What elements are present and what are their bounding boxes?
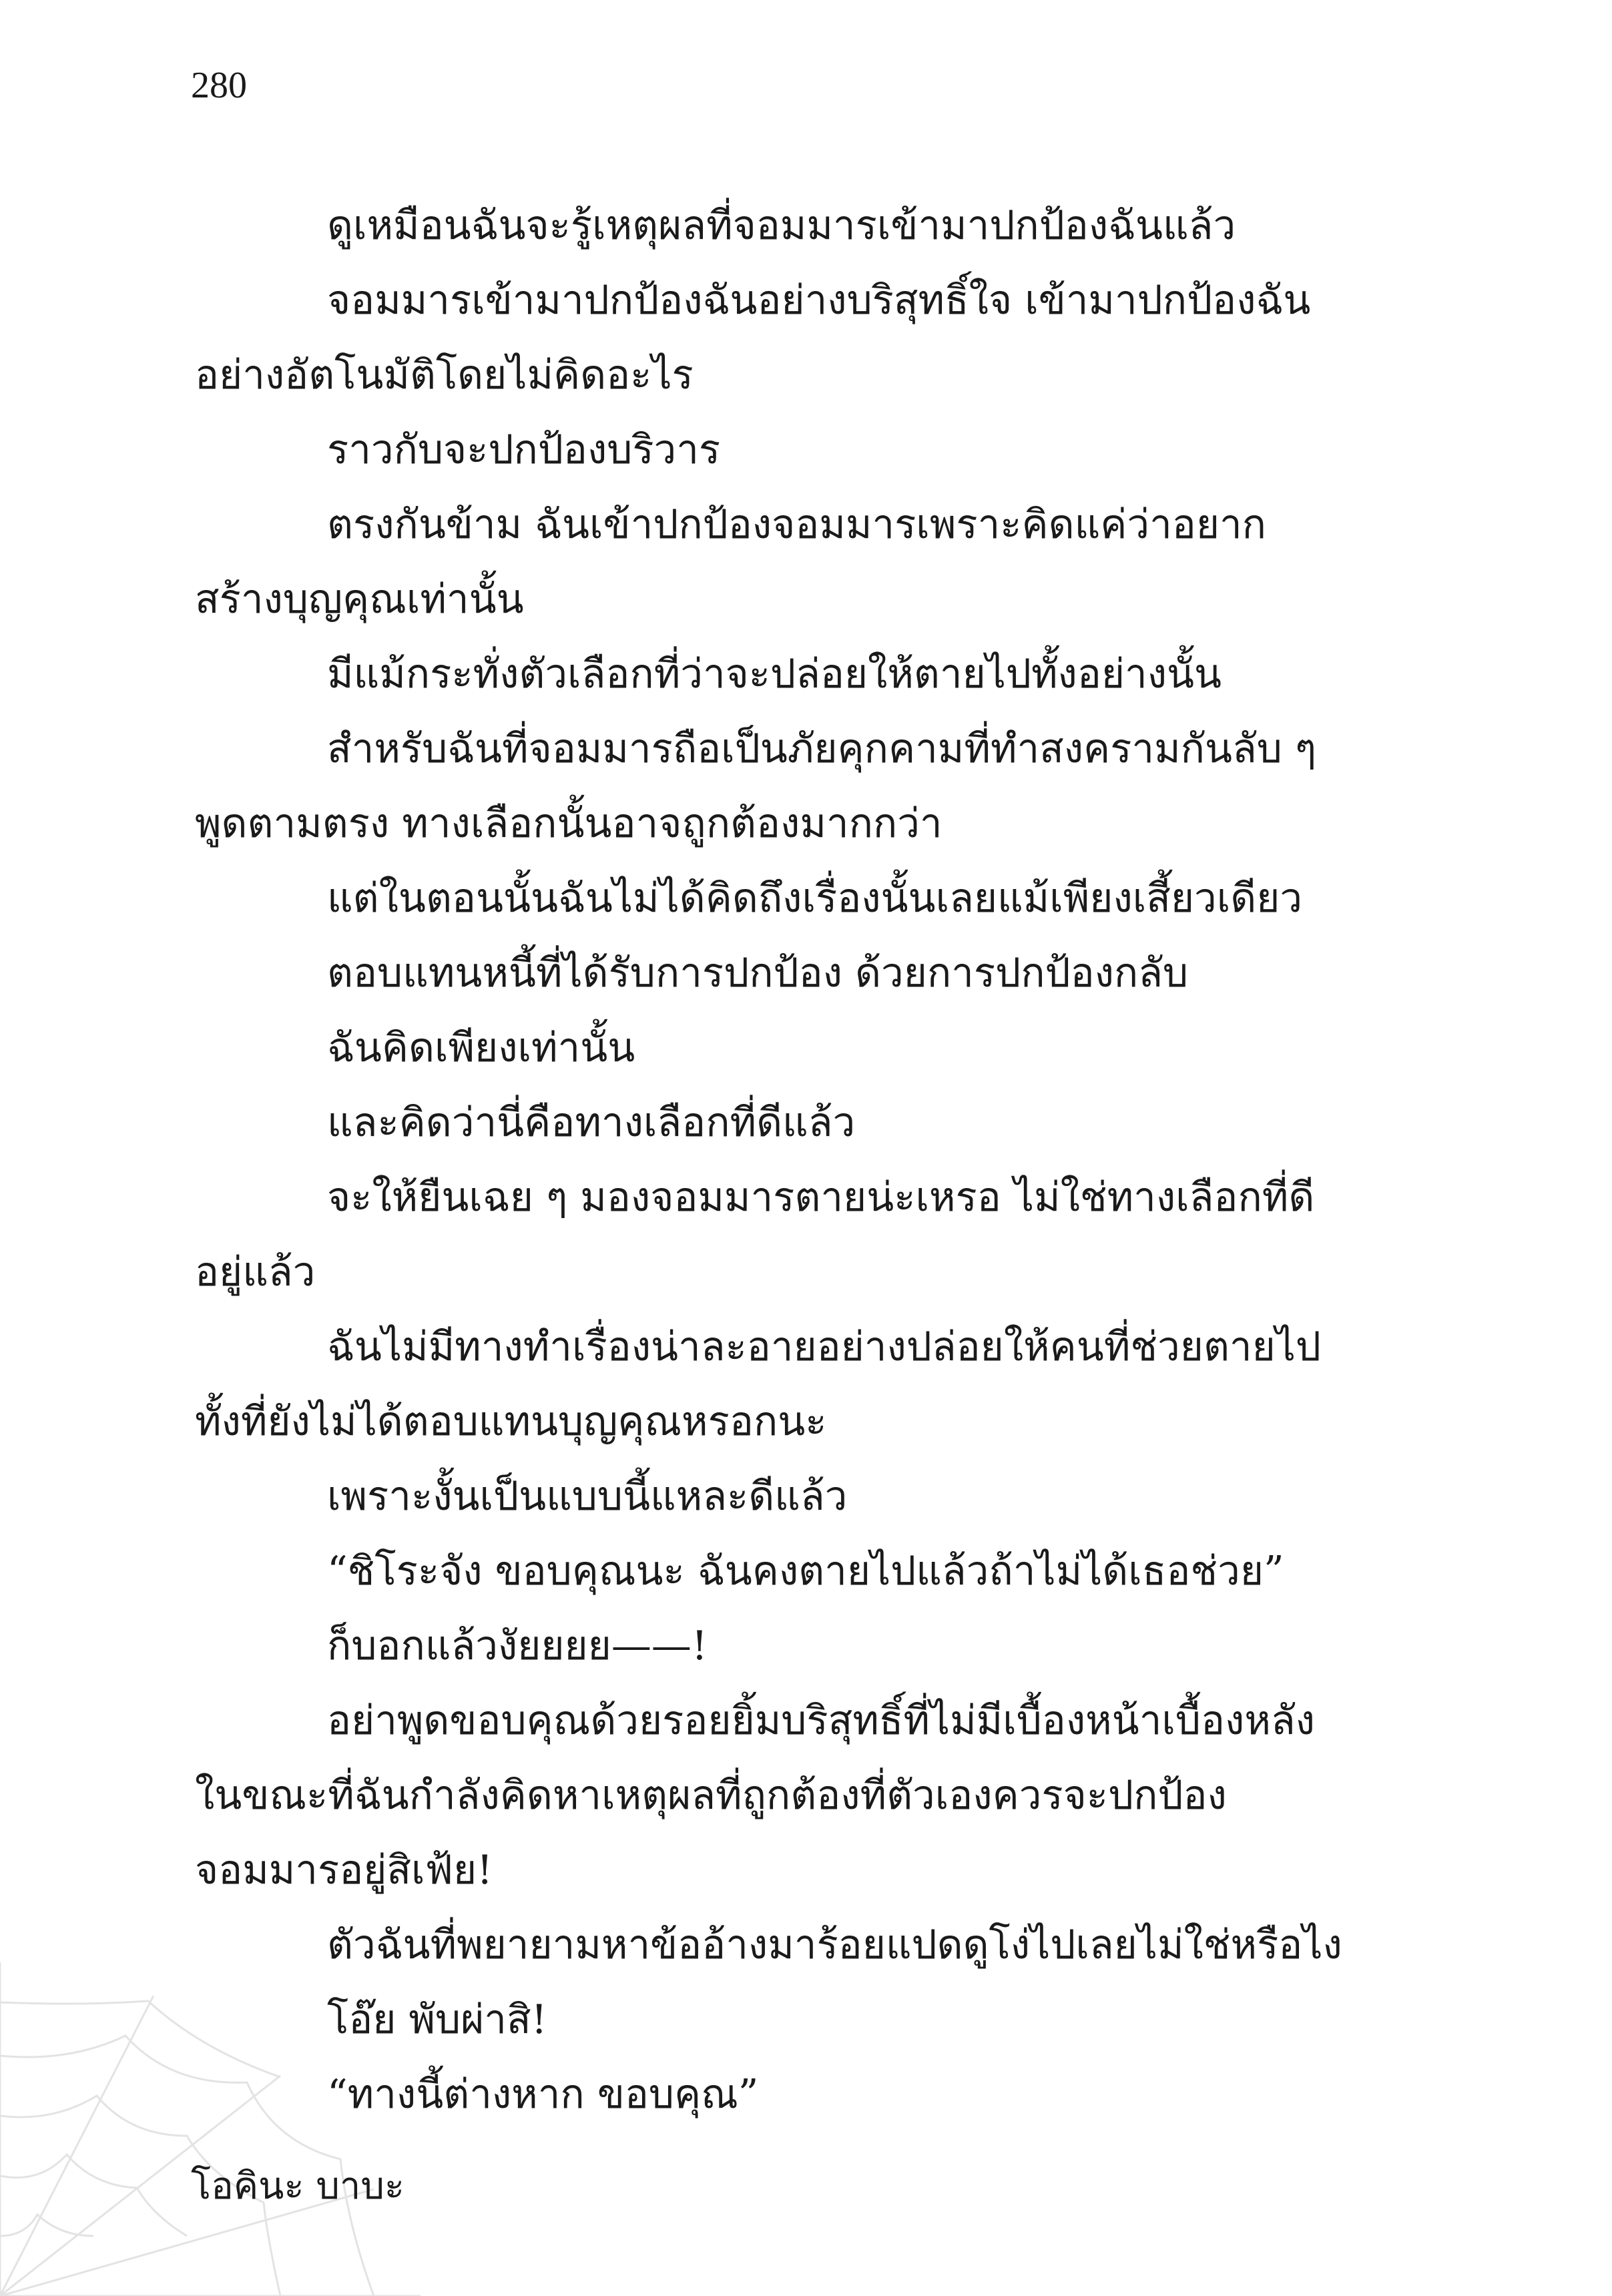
text-line: อย่างอัตโนมัติโดยไม่คิดอะไร xyxy=(195,352,694,398)
page-number: 280 xyxy=(191,65,247,106)
text-line: จอมมารเข้ามาปกป้องฉันอย่างบริสุทธิ์ใจ เข้ามาปกป้องฉัน xyxy=(327,277,1311,324)
text-line: ก็บอกแล้วงัยยยย——! xyxy=(327,1623,708,1669)
text-line: “ทางนี้ต่างหาก ขอบคุณ” xyxy=(327,2071,759,2118)
text-line: พูดตามตรง ทางเลือกนั้นอาจถูกต้องมากกว่า xyxy=(195,800,943,847)
text-line: และคิดว่านี่คือทางเลือกที่ดีแล้ว xyxy=(327,1099,856,1146)
text-line: ราวกับจะปกป้องบริวาร xyxy=(327,426,721,473)
text-line: โอ๊ย พับผ่าสิ! xyxy=(327,1996,547,2043)
text-line: จะให้ยืนเฉย ๆ มองจอมมารตายน่ะเหรอ ไม่ใช่ทางเลือกที่ดี xyxy=(327,1174,1315,1221)
text-line: ตรงกันข้าม ฉันเข้าปกป้องจอมมารเพราะคิดแค่ว่าอยาก xyxy=(327,501,1267,548)
text-line: มีแม้กระทั่งตัวเลือกที่ว่าจะปล่อยให้ตายไปทั้งอย่างนั้น xyxy=(327,651,1222,697)
text-line: อย่าพูดขอบคุณด้วยรอยยิ้มบริสุทธิ์ที่ไม่มีเบื้องหน้าเบื้องหลัง xyxy=(327,1697,1315,1744)
text-line: แต่ในตอนนั้นฉันไม่ได้คิดถึงเรื่องนั้นเลยแม้เพียงเสี้ยวเดียว xyxy=(327,875,1303,922)
text-line: ตัวฉันที่พยายามหาข้ออ้างมาร้อยแปดดูโง่ไปเลยไม่ใช่หรือไง xyxy=(327,1922,1342,1968)
text-line: ดูเหมือนฉันจะรู้เหตุผลที่จอมมารเข้ามาปกป้องฉันแล้ว xyxy=(327,202,1236,249)
text-line: ตอบแทนหนี้ที่ได้รับการปกป้อง ด้วยการปกป้องกลับ xyxy=(327,950,1189,996)
text-line: สร้างบุญคุณเท่านั้น xyxy=(195,576,524,623)
text-line: “ชิโระจัง ขอบคุณนะ ฉันคงตายไปแล้วถ้าไม่ได้เธอช่วย” xyxy=(327,1548,1284,1595)
text-line: สำหรับฉันที่จอมมารถือเป็นภัยคุกคามที่ทำสงครามกันลับ ๆ xyxy=(327,726,1317,772)
text-line: ฉันคิดเพียงเท่านั้น xyxy=(327,1025,635,1071)
spider-web-icon xyxy=(0,1922,427,2296)
text-line: เพราะงั้นเป็นแบบนี้แหละดีแล้ว xyxy=(327,1473,848,1520)
text-line: อยู่แล้ว xyxy=(195,1249,316,1296)
text-line: จอมมารอยู่สิเฟ้ย! xyxy=(195,1847,493,1894)
text-line: ทั้งที่ยังไม่ได้ตอบแทนบุญคุณหรอกนะ xyxy=(195,1398,827,1445)
book-title: โอคินะ บาบะ xyxy=(191,2165,405,2208)
text-line: ฉันไม่มีทางทำเรื่องน่าละอายอย่างปล่อยให้คนที่ช่วยตายไป xyxy=(327,1324,1322,1370)
text-line: ในขณะที่ฉันกำลังคิดหาเหตุผลที่ถูกต้องที่ตัวเองควรจะปกป้อง xyxy=(195,1772,1227,1819)
body-text xyxy=(195,188,1370,2132)
